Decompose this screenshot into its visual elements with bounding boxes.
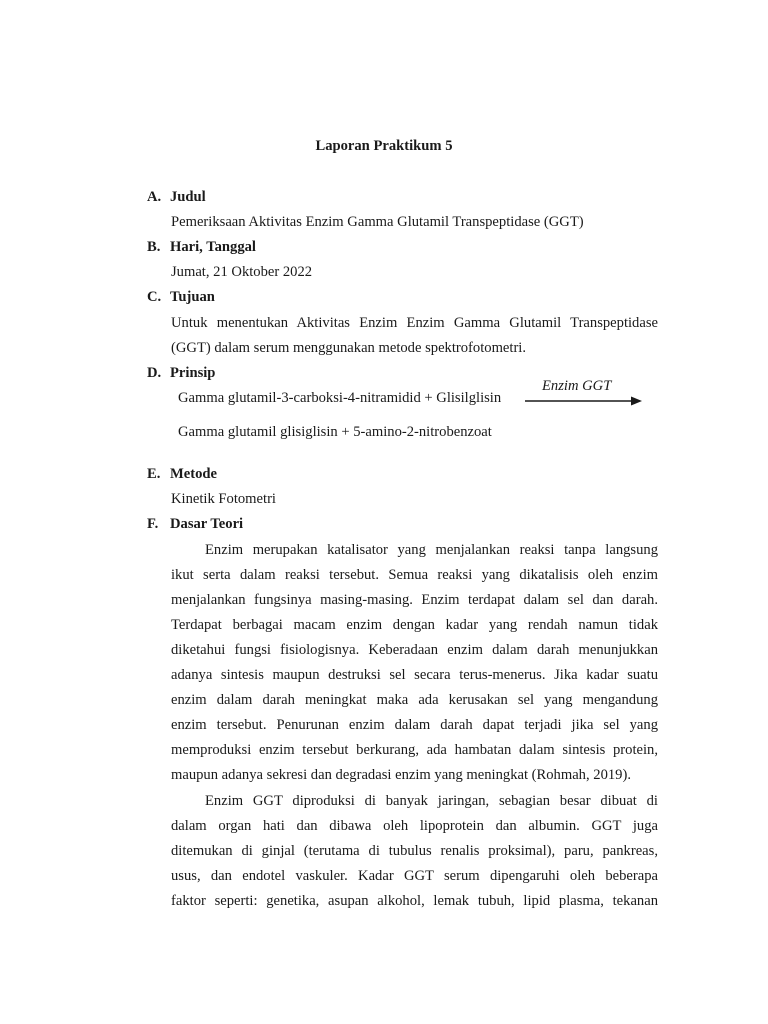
section-letter: E. <box>147 466 161 482</box>
paragraph-line: faktor seperti: genetika, asupan alkohol, lemak tubuh, lipid plasma, tekanan <box>171 893 658 909</box>
reaction-arrow-icon <box>525 395 643 407</box>
paragraph-line: ikut serta dalam reaksi tersebut. Semua reaksi yang dikatalisis oleh enzim <box>171 567 658 583</box>
paragraph-line: Terdapat berbagai macam enzim dengan kadar yang rendah namun tidak <box>171 617 658 633</box>
tujuan-line: Untuk menentukan Aktivitas Enzim Enzim Gamma Glutamil Transpeptidase <box>171 315 658 331</box>
reaction-products: Gamma glutamil glisiglisin + 5-amino-2-nitrobenzoat <box>178 424 492 440</box>
section-heading-tujuan <box>147 288 215 306</box>
metode-text: Kinetik Fotometri <box>171 491 276 507</box>
tanggal-text: Jumat, 21 Oktober 2022 <box>171 264 313 280</box>
paragraph-line: enzim dalam darah meningkat maka ada kerusakan sel yang mengandung <box>171 692 658 708</box>
paragraph-line: usus, dan endotel vaskuler. Kadar GGT serum dipengaruhi oleh beberapa <box>171 868 658 884</box>
paragraph-line: menjalankan fungsinya masing-masing. Enzim terdapat dalam sel dan darah. <box>171 592 658 608</box>
section-title: Hari, Tanggal <box>170 239 256 255</box>
paragraph-line: adanya sintesis maupun destruksi sel secara terus-menerus. Jika kadar suatu <box>171 667 658 683</box>
section-letter: D. <box>147 365 162 381</box>
section-heading-hari-tanggal <box>147 238 256 256</box>
section-heading-metode <box>147 465 217 483</box>
paragraph-line: diketahui fungsi fisiologisnya. Keberadaan enzim dalam darah menunjukkan <box>171 642 658 658</box>
enzyme-label: Enzim GGT <box>542 378 612 394</box>
section-title: Judul <box>170 189 206 205</box>
section-title: Tujuan <box>170 289 215 305</box>
paragraph-line: maupun adanya sekresi dan degradasi enzim yang meningkat (Rohmah, 2019). <box>171 767 631 783</box>
section-letter: A. <box>147 189 162 205</box>
paragraph-line: dalam organ hati dan dibawa oleh lipoprotein dan albumin. GGT juga <box>171 818 658 834</box>
section-title: Metode <box>170 466 218 482</box>
paragraph-line: ditemukan di ginjal (terutama di tubulus renalis proksimal), paru, pankreas, <box>171 843 658 859</box>
section-heading-judul <box>147 188 206 206</box>
paragraph-line: memproduksi enzim tersebut berkurang, ada hambatan dalam sintesis protein, <box>171 742 658 758</box>
paragraph-line: Enzim merupakan katalisator yang menjalankan reaksi tanpa langsung <box>205 542 658 558</box>
section-heading-dasar-teori <box>147 515 243 533</box>
page-title: Laporan Praktikum 5 <box>315 138 453 154</box>
paragraph-line: enzim tersebut. Penurunan enzim dalam darah dapat terjadi jika sel yang <box>171 717 658 733</box>
section-title: Prinsip <box>170 365 216 381</box>
tujuan-line: (GGT) dalam serum menggunakan metode spektrofotometri. <box>171 340 527 356</box>
section-letter: B. <box>147 239 161 255</box>
judul-text: Pemeriksaan Aktivitas Enzim Gamma Glutamil Transpeptidase (GGT) <box>171 214 584 230</box>
section-letter: C. <box>147 289 162 305</box>
reaction-reactants: Gamma glutamil-3-carboksi-4-nitramidid + Glisilglisin <box>178 390 502 406</box>
paragraph-line: Enzim GGT diproduksi di banyak jaringan, sebagian besar dibuat di <box>205 793 658 809</box>
section-title: Dasar Teori <box>170 516 244 532</box>
section-letter: F. <box>147 516 159 532</box>
section-heading-prinsip <box>147 364 215 382</box>
